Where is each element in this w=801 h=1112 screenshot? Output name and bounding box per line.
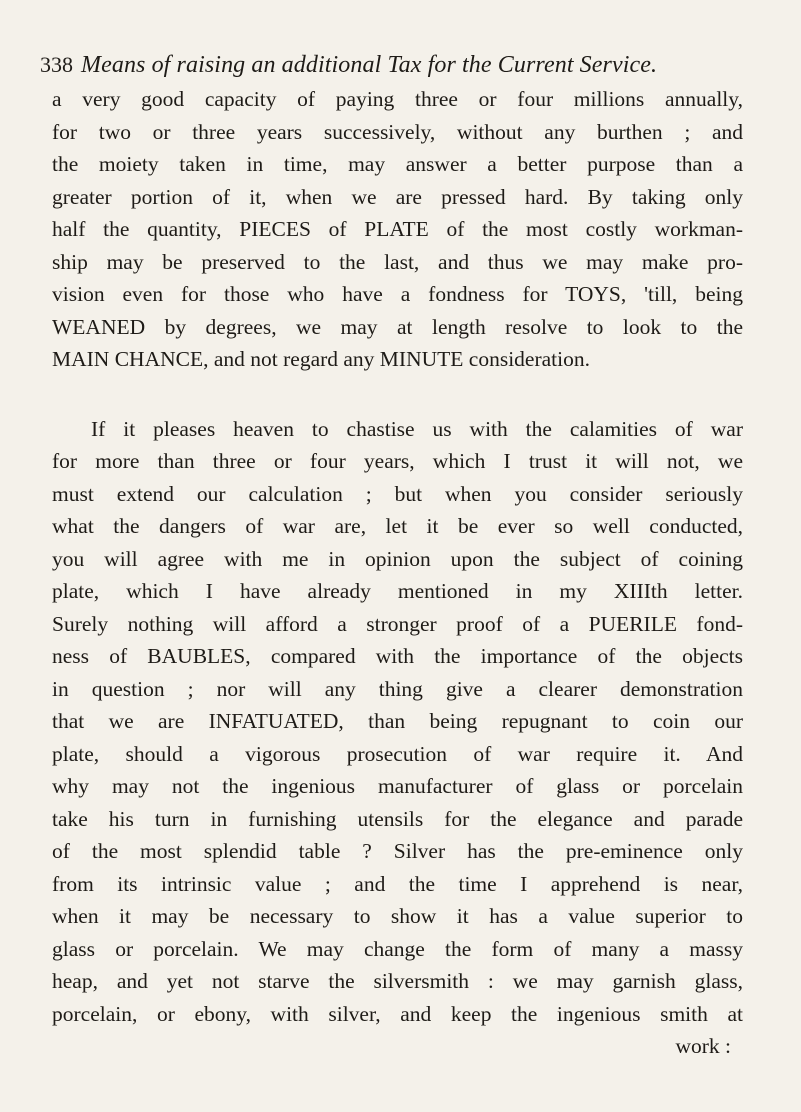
text-line: vision even for those who have a fondness for TOYS, 'till, being bbox=[52, 282, 743, 306]
text-line: from its intrinsic value ; and the time I apprehend is near, bbox=[52, 871, 743, 896]
text-line: MAIN CHANCE, and not regard any MINUTE consideration. bbox=[52, 347, 590, 371]
text-line: a very good capacity of paying three or four millions annually, bbox=[52, 87, 743, 111]
text-line: why may not the ingenious manufacturer of glass or porcelain bbox=[52, 774, 743, 798]
running-title: Means of raising an additional Tax for the Current Service. bbox=[81, 52, 658, 78]
text-line: plate, should a vigorous prosecution of war require it. And bbox=[52, 741, 743, 766]
text-line: ness of BAUBLES, compared with the importance of the objects bbox=[52, 644, 743, 668]
text-line: that we are INFATUATED, than being repugnant to coin our bbox=[52, 709, 743, 733]
text-line: in question ; nor will any thing give a clearer demonstration bbox=[52, 676, 743, 701]
page-header bbox=[40, 52, 743, 79]
paragraph-2 bbox=[52, 413, 743, 1031]
text-line: half the quantity, PIECES of PLATE of the most costly workman- bbox=[52, 217, 743, 241]
text-line: take his turn in furnishing utensils for the elegance and parade bbox=[52, 806, 743, 831]
text-line: Surely nothing will afford a stronger proof of a PUERILE fond- bbox=[52, 611, 743, 636]
paragraph-gap bbox=[52, 376, 743, 413]
text-line: must extend our calculation ; but when you consider seriously bbox=[52, 481, 743, 506]
text-line: what the dangers of war are, let it be ever so well conducted, bbox=[52, 514, 743, 538]
text-line: when it may be necessary to show it has a value superior to bbox=[52, 904, 743, 928]
text-line: heap, and yet not starve the silversmith : we may garnish glass, bbox=[52, 969, 743, 993]
text-line: the moiety taken in time, may answer a better purpose than a bbox=[52, 152, 743, 176]
text-line: WEANED by degrees, we may at length resolve to look to the bbox=[52, 314, 743, 339]
catchword: work : bbox=[675, 1034, 731, 1058]
text-line: of the most splendid table ? Silver has the pre-eminence only bbox=[52, 839, 743, 863]
text-line: ship may be preserved to the last, and thus we may make pro- bbox=[52, 249, 743, 274]
page-number: 338 bbox=[40, 52, 73, 77]
text-line: If it pleases heaven to chastise us with the calamities of war bbox=[91, 416, 743, 441]
text-line: plate, which I have already mentioned in my XIIIth letter. bbox=[52, 579, 743, 603]
text-line: you will agree with me in opinion upon the subject of coining bbox=[52, 546, 743, 571]
text-line: porcelain, or ebony, with silver, and keep the ingenious smith at bbox=[52, 1001, 743, 1026]
paragraph-1 bbox=[52, 83, 743, 376]
text-line: greater portion of it, when we are pressed hard. By taking only bbox=[52, 184, 743, 209]
text-line: for two or three years successively, without any burthen ; and bbox=[52, 119, 743, 144]
text-line: for more than three or four years, which I trust it will not, we bbox=[52, 449, 743, 473]
text-line: glass or porcelain. We may change the form of many a massy bbox=[52, 936, 743, 961]
